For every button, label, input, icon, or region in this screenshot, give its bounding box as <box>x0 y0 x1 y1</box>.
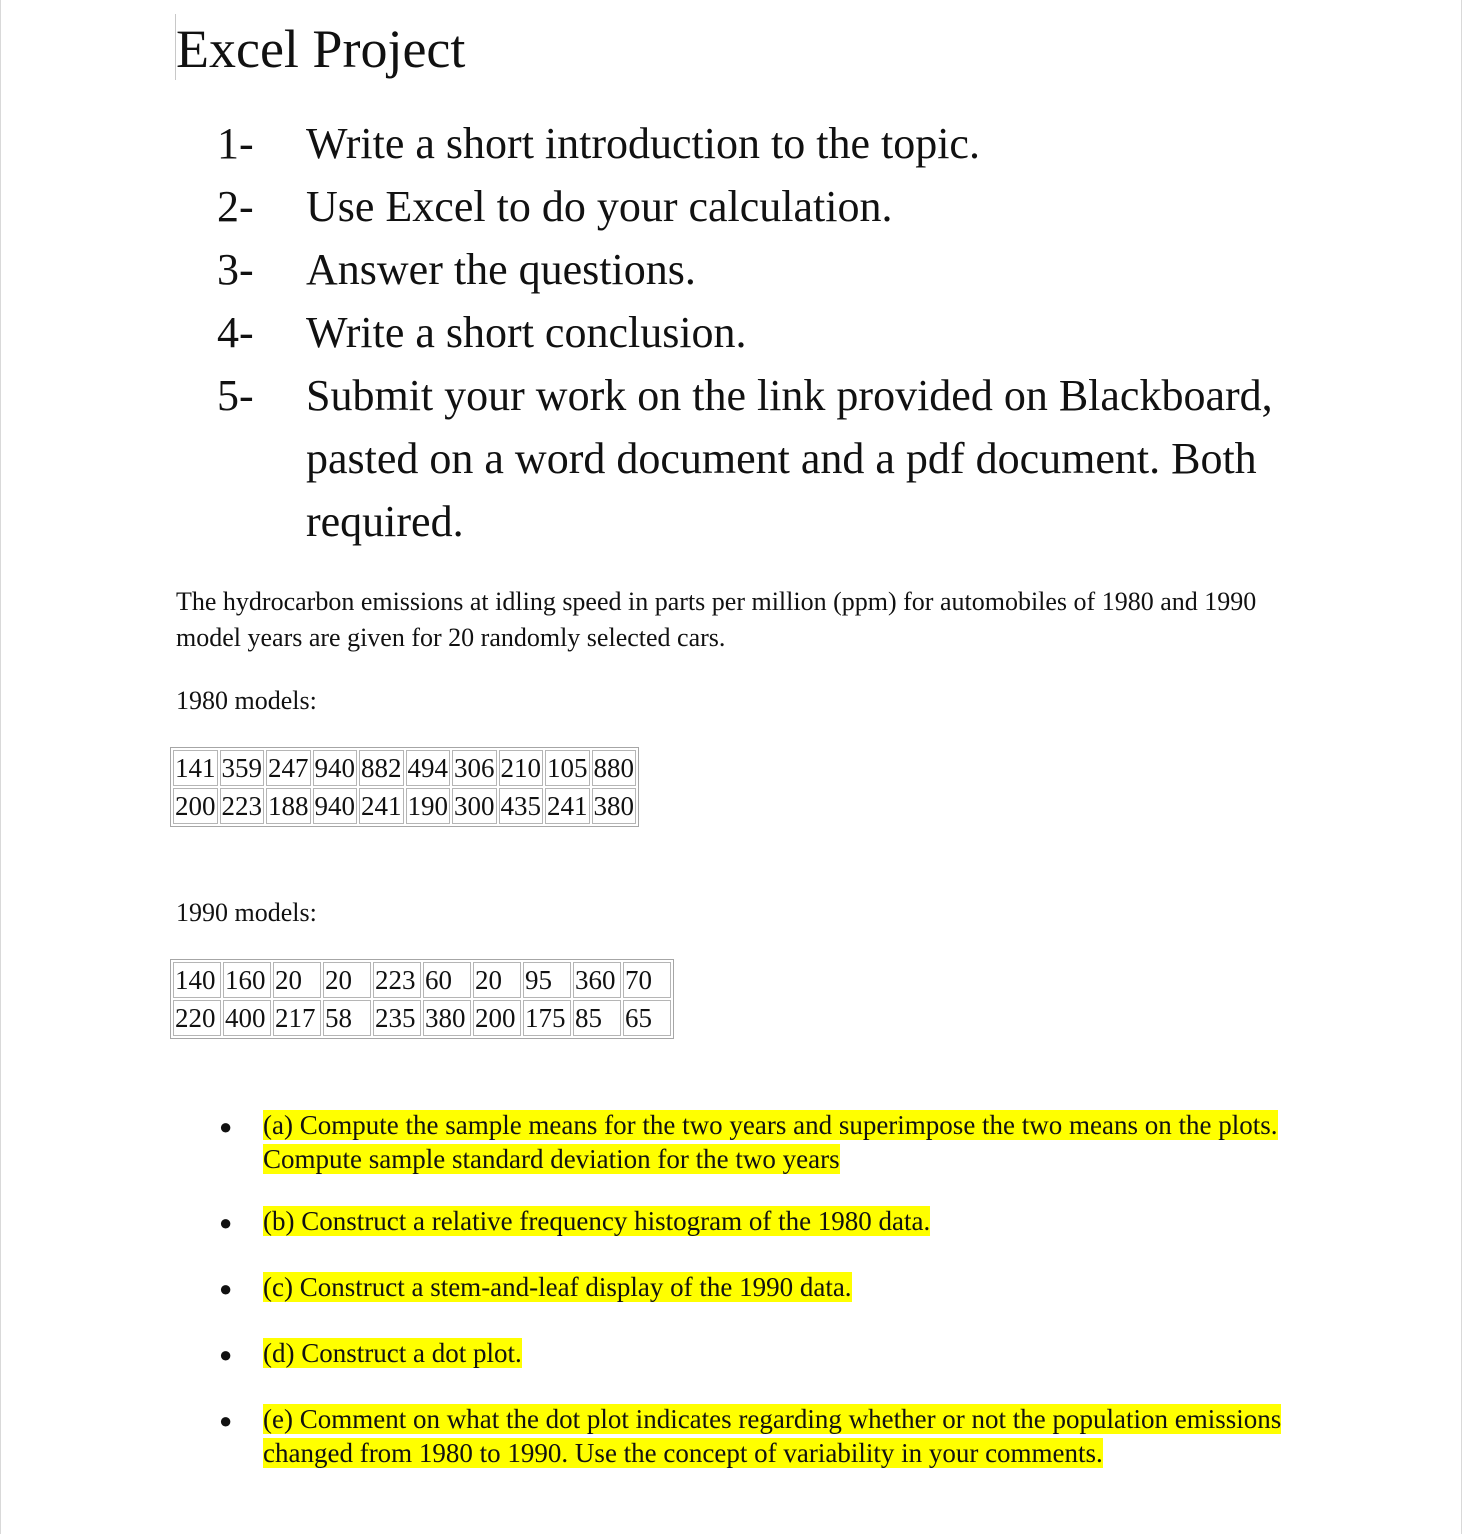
table-cell: 400 <box>223 1000 271 1036</box>
question-item <box>217 1270 1337 1308</box>
table-cell: 220 <box>173 1000 221 1036</box>
table-cell: 940 <box>313 750 358 786</box>
table-cell: 217 <box>273 1000 321 1036</box>
instructions-list <box>217 112 1337 553</box>
problem-intro: The hydrocarbon emissions at idling speed in parts per million (ppm) for automobiles of 1980 and 1990 model years are given for 20 randomly selected cars. <box>176 587 1257 652</box>
models-1980-table <box>170 747 639 827</box>
table-cell: 359 <box>220 750 265 786</box>
table-cell: 60 <box>423 962 471 998</box>
models-1990-table <box>170 959 674 1039</box>
instruction-number: 2- <box>217 182 254 231</box>
question-a-text: (a) Compute the sample means for the two years and superimpose the two means on the plots. Compute sample standard deviation for the two years <box>263 1110 1278 1174</box>
questions-list <box>217 1108 1337 1498</box>
instruction-item <box>217 112 1337 175</box>
instruction-item <box>217 238 1337 301</box>
table-cell: 882 <box>359 750 404 786</box>
table-cell: 360 <box>573 962 621 998</box>
table-cell: 160 <box>223 962 271 998</box>
table-row <box>173 962 671 998</box>
table-cell: 95 <box>523 962 571 998</box>
models-1980-label: 1980 models: <box>176 686 317 715</box>
table-cell: 223 <box>373 962 421 998</box>
instruction-text: Answer the questions. <box>306 245 696 294</box>
table-cell: 20 <box>273 962 321 998</box>
instruction-number: 4- <box>217 308 254 357</box>
page-edge-left <box>0 0 1 1534</box>
table-cell: 210 <box>499 750 544 786</box>
models-1990-label: 1990 models: <box>176 898 317 927</box>
table-cell: 188 <box>266 788 311 824</box>
question-item <box>217 1204 1337 1242</box>
page-title: Excel Project <box>176 19 466 79</box>
bullet-icon: ● <box>219 1342 233 1367</box>
instruction-text: Submit your work on the link provided on Blackboard, pasted on a word document and a pdf document. Both required. <box>306 371 1273 546</box>
question-d-text: (d) Construct a dot plot. <box>263 1338 522 1368</box>
table-cell: 175 <box>523 1000 571 1036</box>
table-cell: 300 <box>452 788 497 824</box>
table-cell: 306 <box>452 750 497 786</box>
table-cell: 380 <box>423 1000 471 1036</box>
table-cell: 20 <box>323 962 371 998</box>
question-item <box>217 1108 1337 1176</box>
instruction-item <box>217 301 1337 364</box>
instruction-number: 3- <box>217 245 254 294</box>
table-cell: 200 <box>173 788 218 824</box>
table-cell: 58 <box>323 1000 371 1036</box>
bullet-icon: ● <box>219 1408 233 1433</box>
instruction-text: Write a short conclusion. <box>306 308 747 357</box>
table-cell: 235 <box>373 1000 421 1036</box>
table-cell: 65 <box>623 1000 671 1036</box>
table-cell: 435 <box>499 788 544 824</box>
bullet-icon: ● <box>219 1276 233 1301</box>
table-cell: 85 <box>573 1000 621 1036</box>
table-cell: 223 <box>220 788 265 824</box>
question-c-text: (c) Construct a stem-and-leaf display of the 1990 data. <box>263 1272 852 1302</box>
bullet-icon: ● <box>219 1114 233 1139</box>
table-cell: 241 <box>359 788 404 824</box>
instruction-text: Use Excel to do your calculation. <box>306 182 893 231</box>
bullet-icon: ● <box>219 1210 233 1235</box>
table-row <box>173 788 636 824</box>
table-cell: 380 <box>592 788 637 824</box>
table-cell: 140 <box>173 962 221 998</box>
table-cell: 940 <box>313 788 358 824</box>
question-e-text: (e) Comment on what the dot plot indicates regarding whether or not the population emissions changed from 1980 to 1990. Use the concept of variability in your comments. <box>263 1404 1282 1468</box>
instruction-text: Write a short introduction to the topic. <box>306 119 980 168</box>
instruction-number: 5- <box>217 371 254 420</box>
table-cell: 70 <box>623 962 671 998</box>
table-cell: 200 <box>473 1000 521 1036</box>
table-cell: 105 <box>545 750 590 786</box>
table-cell: 190 <box>406 788 451 824</box>
table-row <box>173 750 636 786</box>
table-cell: 141 <box>173 750 218 786</box>
question-b-text: (b) Construct a relative frequency histogram of the 1980 data. <box>263 1206 931 1236</box>
instruction-item <box>217 175 1337 238</box>
instruction-number: 1- <box>217 119 254 168</box>
table-cell: 247 <box>266 750 311 786</box>
table-cell: 880 <box>592 750 637 786</box>
question-item <box>217 1402 1337 1470</box>
table-row <box>173 1000 671 1036</box>
table-cell: 494 <box>406 750 451 786</box>
table-cell: 20 <box>473 962 521 998</box>
instruction-item <box>217 364 1337 553</box>
question-item <box>217 1336 1337 1374</box>
table-cell: 241 <box>545 788 590 824</box>
